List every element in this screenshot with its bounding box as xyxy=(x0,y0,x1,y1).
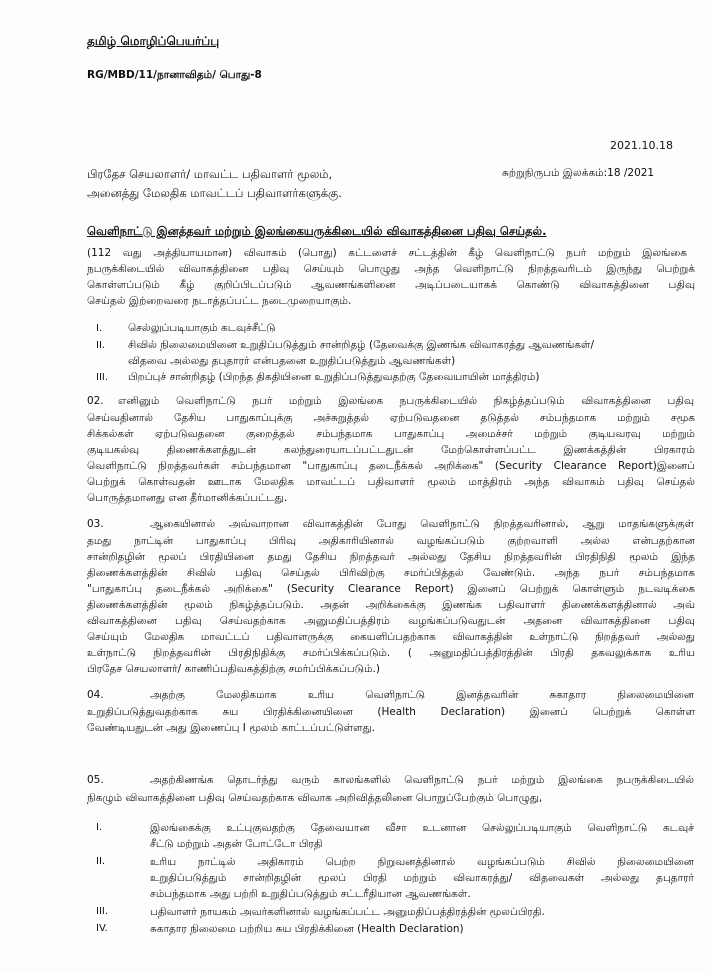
intro-line: கொள்ளப்படும் கீழ் குறிப்பிடப்படும் ஆவணங்களினை அடிப்படையாகக் கொண்டு விவாகத்தினை பதிவு xyxy=(87,279,695,291)
list-item: சீட்டு மற்றும் அதன் போட்டோ பிரதி xyxy=(150,838,323,850)
intro-line: நபருக்கிடையில் விவாகத்தினை பதிவு செய்யும் பொழுது அந்த வெளிநாட்டு நிறத்தவரிடம் இருந்து பெற்றுக் xyxy=(87,263,695,275)
list-number: III. xyxy=(96,372,109,383)
paragraph-line: ஆகையினால் அவ்வாறான விவாகத்தின் போது வெளிநாட்டு நிறத்தவரினால், ஆறு மாதங்களுக்குள் xyxy=(150,518,694,530)
paragraph-line: வெளிநாட்டு நிறத்தவர்கள் சம்பந்தமான "பாதுகாப்பு தடைநீக்கல் அறிக்கை" (Security Clearance Report)இனைப் xyxy=(87,460,695,472)
addressee-line: பிரதேச செயலாளர்/ மாவட்ட பதிவாளர் மூலம், xyxy=(87,167,333,181)
paragraph-line: சான்றிதழின் மூலப் பிரதியினை தமது தேசிய நிறத்தவர் அல்லது தேசிய நிறத்தவரின் பிரதிநிதி மூலம் இந்த xyxy=(87,551,695,563)
paragraph-line: செய்யும் மேலதிக மாவட்டப் பதிவாளருக்கு கையளிப்பதற்காக விவாகத்தின் உள்நாட்டு நிறத்தவர் அல்லது xyxy=(87,631,695,643)
list-item: பதிவாளர் நாயகம் அவர்களினால் வழங்கப்பட்ட அனுமதிப்பத்திரத்தின் மூலப்பிரதி. xyxy=(150,906,545,918)
intro-line: (112 வது அத்தியாயமான) விவாகம் (பொது) கட்டளைச் சட்டத்தின் கீழ் வெளிநாட்டு நபர் மற்றும் இலங்கை xyxy=(87,247,687,259)
intro-line: செய்தல் இற்றைவரை நடாத்தப்பட்ட நடைமுறையாகும். xyxy=(87,295,352,307)
paragraph-number: 04. xyxy=(87,689,104,701)
list-item: பிறப்புச் சான்றிதழ் (பிறந்த திகதியினை உறுதிப்படுத்துவதற்கு தேவையாயின் மாத்திரம்) xyxy=(128,371,540,383)
list-item: உறுதிப்படுத்தும் சான்றிதழின் மூலப் பிரதி மற்றும் விவாகரத்து/ விதவைகள் அல்லது தபுதாரர் xyxy=(150,872,694,884)
paragraph-line: அதற்கிணங்க தொடர்ந்து வரும் காலங்களில் வெளிநாட்டு நபர் மற்றும் இலங்கை நபருக்கிடையில் xyxy=(150,774,694,786)
reference-number: RG/MBD/11/நானாவிதம்/ பொது-8 xyxy=(87,69,262,81)
paragraph-line: திணைக்களத்தின் சிவில் பதிவு செய்தல் பிரிவிற்கு சமர்ப்பித்தல் வேண்டும். அந்த நபர் சம்பந்தமாக xyxy=(87,567,695,579)
paragraph-line: சிக்கல்கள் ஏற்படுவதனை குறைத்தல் சம்பந்தமாக பாதுகாப்பு அமைச்சர் மற்றும் குடியவரவு மற்றும் xyxy=(87,428,695,440)
paragraph-line: வேண்டியதுடன் அது இணைப்பு I மூலம் காட்டப்பட்டுள்ளது. xyxy=(87,722,376,734)
list-number: II. xyxy=(96,340,106,351)
list-item: விதவை அல்லது தபுதாரர் என்பதனை உறுதிப்படுத்தும் ஆவணங்கள்) xyxy=(128,355,456,367)
addressee-line: அனைத்து மேலதிக மாவட்டப் பதிவாளர்களுக்கு. xyxy=(87,186,342,200)
paragraph-line: செய்வதினால் தேசிய பாதுகாப்புக்கு அச்சுறுத்தல் ஏற்படுவதனை தடுத்தல் சம்பந்தமாக மற்றும் சமூக xyxy=(87,412,695,424)
paragraph-line: திணைக்களத்தின் மூலம் நிகழ்த்தப்படும். அதன் அறிக்கைக்கு இணங்க பதிவாளர் திணைக்களத்தினால் அவ் xyxy=(87,599,695,611)
paragraph-line: நிகழும் விவாகத்தினை பதிவு செய்வதற்காக விவாக அறிவித்தலினை பொறுப்பேற்கும் பொழுது, xyxy=(87,792,543,804)
paragraph-line: பொருத்தமானது என தீர்மானிக்கப்பட்டது. xyxy=(87,492,288,504)
paragraph-line: பெற்றுக் கொள்வதன் ஊடாக மேலதிக மாவட்டப் பதிவாளர் மூலம் மாத்திரம் அந்த விவாகம் பதிவு செய்தல் xyxy=(87,476,695,488)
paragraph-number: 05. xyxy=(87,774,104,786)
paragraph-line: எனினும் வெளிநாட்டு நபர் மற்றும் இலங்கை நபருக்கிடையில் நிகழ்த்தப்படும் விவாகத்தினை பதிவு xyxy=(118,395,694,407)
paragraph-line: பிரதேச செயலாளர்/ காணிப்பதிவகத்திற்கு சமர்ப்பிக்கப்படும்.) xyxy=(87,663,380,675)
paragraph-line: விவாகத்தினை பதிவு செய்வதற்காக அனுமதிப்பத்திரம் வழங்கப்படுவதுடன் அதனை விவாகத்தினை பதிவு xyxy=(87,615,695,627)
department-title: தமிழ் மொழிப்பெயர்ப்பு xyxy=(87,34,220,48)
paragraph-line: "பாதுகாப்பு தடைநீக்கல் அறிக்கை" (Security Clearance Report) இனைப் பெற்றுக் கொள்ளும் நடவடிக்கை xyxy=(87,583,695,595)
list-item: சுகாதார நிலைமை பற்றிய சுய பிரதிக்கினை (Health Declaration) xyxy=(150,923,464,935)
letter-date: 2021.10.18 xyxy=(610,139,673,152)
paragraph-line: அதற்கு மேலதிகமாக உரிய வெளிநாட்டு இனத்தவரின் சுகாதார நிலைமையினை xyxy=(150,689,694,701)
list-item: சிவில் நிலைமையினை உறுதிப்படுத்தும் சான்றிதழ் (தேவைக்கு இணங்க விவாகரத்து ஆவணங்கள்/ xyxy=(128,339,595,351)
list-item: சம்பந்தமாக அது பற்றி உறுதிப்படுத்தும் சட்டரீதியான ஆவணங்கள். xyxy=(150,888,471,900)
circular-number: சுற்றுநிருபம் இலக்கம்:18 /2021 xyxy=(502,167,655,179)
paragraph-line: தமது நாட்டின் பாதுகாப்பு பிரிவு அதிகாரியினால் வழங்கப்படும் குற்றவாளி அல்ல என்பதற்கான xyxy=(87,535,695,547)
subject-line: வெளிநாட்டு இனத்தவர் மற்றும் இலங்கையருக்கிடையில் விவாகத்தினை பதிவு செய்தல். xyxy=(87,224,547,238)
list-item: உரிய நாட்டில் அதிகாரம் பெற்ற நிறுவனத்தினால் வழங்கப்படும் சிவில் நிலைமையினை xyxy=(150,856,694,868)
list-item: இலங்கைக்கு உட்புகுவதற்கு தேவையான வீசா உடனான செல்லுப்படியாகும் வெளிநாட்டு கடவுச் xyxy=(150,822,694,834)
list-item: செல்லுப்படியாகும் கடவுச்சீட்டு xyxy=(128,322,276,334)
list-number: IV. xyxy=(96,923,108,934)
paragraph-number: 03. xyxy=(87,518,104,530)
list-number: I. xyxy=(96,822,103,833)
list-number: III. xyxy=(96,906,109,917)
paragraph-line: உள்நாட்டு நிறத்தவரின் பிரதிநிதிக்கு சமர்ப்பிக்கப்படும். ( அனுமதிப்பத்திரத்தின் பிரதி தகவலுக்காக உரிய xyxy=(87,647,695,659)
paragraph-line: உறுதிப்படுத்துவதற்காக சுய பிரதிக்கினையினை (Health Declaration) இனைப் பெற்றுக் கொள்ள xyxy=(87,706,695,718)
list-number: I. xyxy=(96,323,103,334)
paragraph-number: 02. xyxy=(87,395,104,407)
paragraph-line: குடியகல்வு திணைக்களத்துடன் கலந்துரையாடப்பட்டதுடன் மேற்கொள்ளப்பட்ட இணக்கத்தின் பிரகாரம் xyxy=(87,444,695,456)
list-number: II. xyxy=(96,856,106,867)
